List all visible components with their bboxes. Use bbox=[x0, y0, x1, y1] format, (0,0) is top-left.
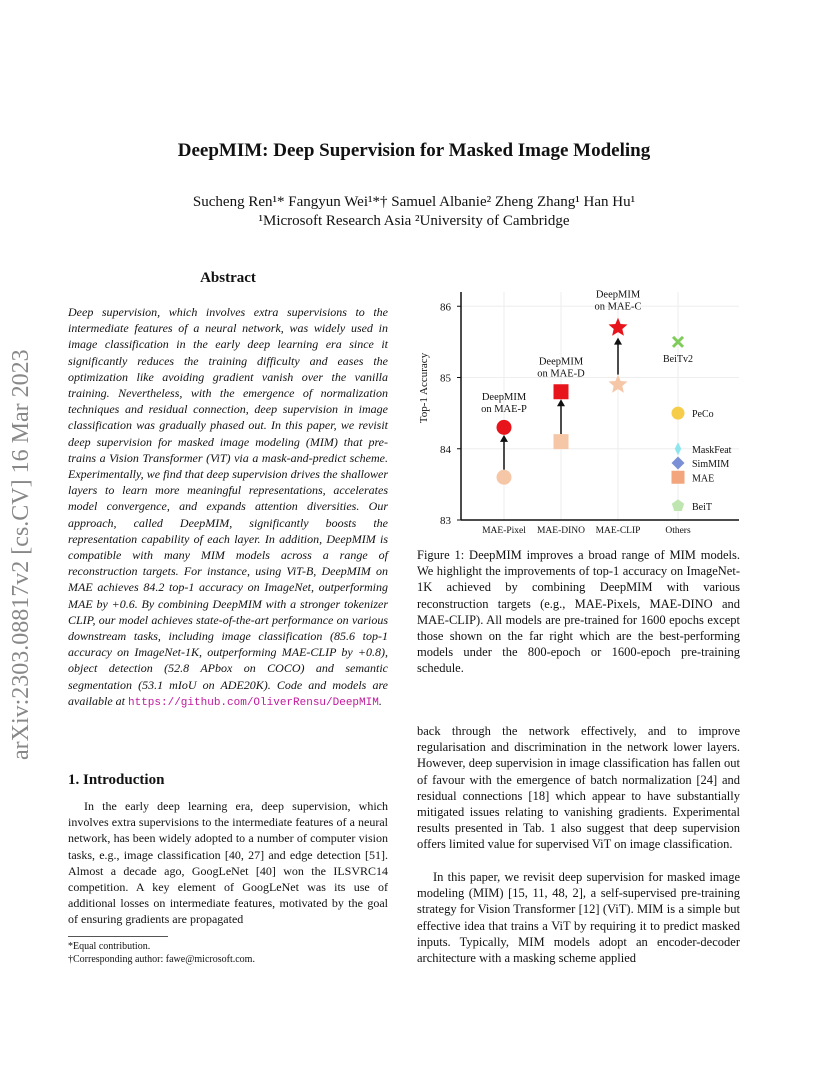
other-point bbox=[672, 499, 684, 511]
other-label: BeiTv2 bbox=[663, 353, 693, 365]
other-label: SimMIM bbox=[692, 459, 730, 470]
right-paragraph-2: In this paper, we revisit deep supervision for masked image modeling (MIM) [15, 11, 48, 2], a self-supervised pre-training strategy for Vision Transformer [12] (ViT). MIM is a simple but effective idea that trains a ViT by requiring it to predict masked inputs. Typically, MIM models adopt an encoder-decoder architecture with a masking scheme applied bbox=[417, 870, 740, 966]
other-point bbox=[675, 442, 682, 455]
abstract-body: Deep supervision, which involves extra supervisions to the intermediate features of a neural network, was widely used in image classification in the early deep learning era since it significantly reduces the training difficulty and eases the optimization like avoiding gradient vanish over the vanilla training. Nevertheless, with the emergence of normalization techniques and residual connection, deep supervision in image classification was gradually phased out. In this paper, we revisit deep supervision for masked image modeling (MIM) that pre-trains a Vision Transformer (ViT) via a mask-and-predict scheme. Experimentally, we find that deep supervision drives the shallower layers to learn more meaningful representations, accelerates model convergence, and expands attention diversities. Our approach, called DeepMIM, significantly boosts the representation capability of each layer. In addition, DeepMIM is compatible with many MIM models across a range of reconstruction targets. For instance, using ViT-B, DeepMIM on MAE achieves 84.2 top-1 accuracy on ImageNet, outperforming MAE by +0.6. By combining DeepMIM with a stronger tokenizer CLIP, our model achieves state-of-the-art performance on various downstream tasks, including image classification (85.6 top-1 accuracy on ImageNet-1K, outperforming MAE-CLIP by +0.8), object detection (52.8 APbox on COCO) and semantic segmentation (53.1 mIoU on ADE20K). Code and models are available at bbox=[68, 305, 388, 708]
other-label: PeCo bbox=[692, 409, 714, 421]
abstract-end: . bbox=[378, 693, 382, 708]
improvement-arrowhead bbox=[614, 338, 622, 345]
other-point bbox=[672, 407, 685, 420]
deepmim-label bbox=[481, 392, 527, 415]
y-tick-label: 84 bbox=[440, 443, 451, 456]
intro-paragraph: In the early deep learning era, deep supervision, which involves extra supervisions to the intermediate features of a neural network, has been widely adopted to a number of computer vision tasks, e.g., image classification [40, 27] and edge detection [51]. Almost a decade ago, GoogLeNet [40] won the ILSVRC14 competition. A key element of GoogLeNet was its use of additional losses on intermediate features, motivated by the goal of ensuring gradients are propagated bbox=[68, 799, 388, 927]
x-tick-label: MAE-DINO bbox=[536, 526, 586, 536]
other-label: MaskFeat bbox=[692, 444, 732, 456]
footnote-divider bbox=[68, 936, 168, 937]
arxiv-id: arXiv:2303.08817v2 [cs.CV] 16 Mar 2023 bbox=[8, 349, 34, 760]
figure-caption: Figure 1: DeepMIM improves a broad range of MIM models. We highlight the improvements of top-1 accuracy on ImageNet-1K achieved by combining DeepMIM with various reconstruction targets (e.g., MAE-Pixels, MAE-DINO and MAE-CLIP). All models are pre-trained for 1600 epochs except those shown on the far right which are the best-performing models under the 800-epoch or 1600-epoch pre-training schedule. bbox=[417, 548, 740, 676]
deepmim-point bbox=[497, 420, 512, 435]
deepmim-label-line: DeepMIM bbox=[538, 356, 584, 368]
y-tick-label: 86 bbox=[440, 301, 451, 314]
x-tick-label: MAE-Pixel bbox=[482, 526, 526, 536]
other-label: BeiT bbox=[692, 501, 712, 513]
other-point bbox=[672, 457, 685, 470]
x-tick-label: MAE-CLIP bbox=[595, 526, 641, 536]
deepmim-label-line: on MAE-C bbox=[594, 301, 642, 313]
code-link[interactable]: https://github.com/OliverRensu/DeepMIM bbox=[128, 696, 379, 709]
x-tick-label: Others bbox=[665, 526, 691, 536]
abstract-heading: Abstract bbox=[200, 270, 256, 286]
deepmim-label bbox=[537, 356, 585, 379]
deepmim-label-line: DeepMIM bbox=[595, 289, 641, 301]
figure-1-chart bbox=[414, 288, 744, 540]
footnote-equal: *Equal contribution. bbox=[68, 941, 151, 952]
footnote-corresponding: †Corresponding author: fawe@microsoft.com. bbox=[68, 954, 255, 965]
arxiv-stamp bbox=[8, 280, 54, 760]
intro-heading: 1. Introduction bbox=[68, 772, 165, 788]
baseline-point bbox=[497, 470, 512, 485]
y-tick-label: 85 bbox=[440, 372, 451, 385]
right-paragraph-1: back through the network effectively, and to improve regularisation and discrimination in the network lower layers. However, deep supervision in image classification has fallen out of favour with the emergence of batch normalization [24] and residual connections [18] which appear to have substantially mitigated issues relating to vanishing gradients. Experimental results presented in Tab. 1 also suggest that deep supervision offers limited value for supervised ViT on image classification. bbox=[417, 724, 740, 852]
footnotes bbox=[68, 940, 388, 966]
improvement-arrowhead bbox=[500, 435, 508, 442]
y-axis-label: Top-1 Accuracy bbox=[418, 352, 430, 424]
deepmim-label-line: DeepMIM bbox=[481, 391, 527, 403]
affiliations: ¹Microsoft Research Asia ²University of Cambridge bbox=[258, 213, 570, 229]
other-label: MAE bbox=[692, 473, 715, 485]
baseline-point bbox=[554, 434, 569, 449]
deepmim-label bbox=[595, 290, 642, 313]
other-point bbox=[672, 471, 685, 484]
paper-title: DeepMIM: Deep Supervision for Masked Image Modeling bbox=[177, 140, 651, 161]
abstract-text bbox=[68, 304, 388, 711]
deepmim-point bbox=[554, 384, 569, 399]
deepmim-label-line: on MAE-P bbox=[481, 403, 527, 415]
author-list: Sucheng Ren¹* Fangyun Wei¹*† Samuel Albanie² Zheng Zhang¹ Han Hu¹ bbox=[192, 194, 636, 210]
y-tick-label: 83 bbox=[440, 515, 451, 527]
deepmim-label-line: on MAE-D bbox=[537, 368, 585, 380]
improvement-arrowhead bbox=[557, 399, 565, 406]
